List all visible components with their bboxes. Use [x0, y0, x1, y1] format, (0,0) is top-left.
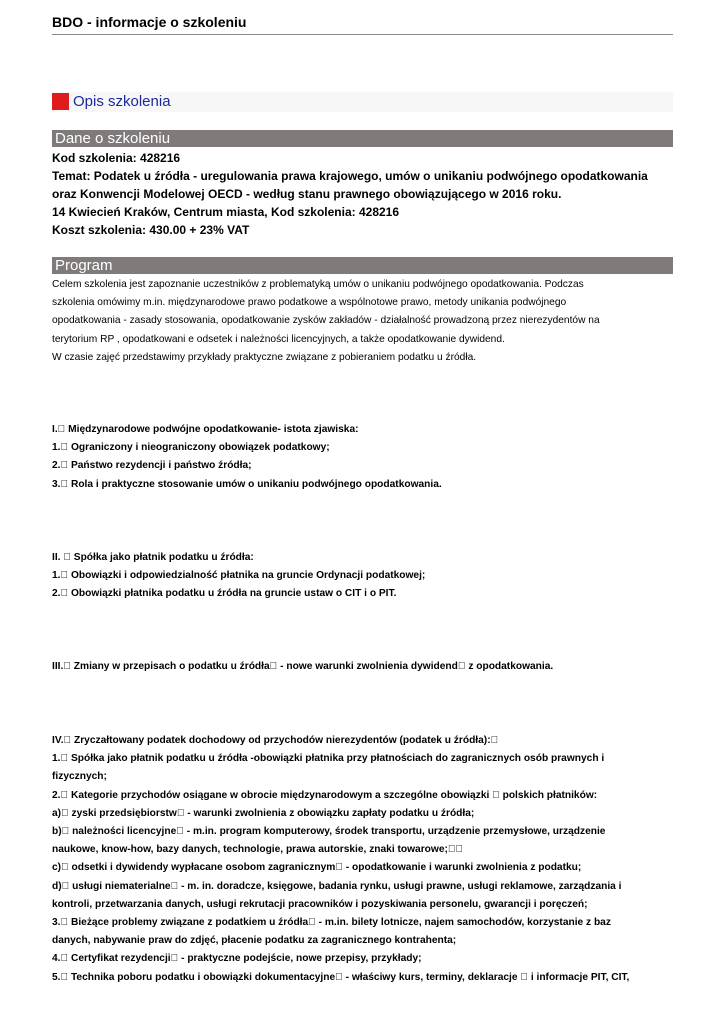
temat-line-2: oraz Konwencji Modelowej OECD - według stanu prawnego obowiązującego w 2016 roku.	[52, 187, 562, 201]
section-line: 5. Technika poboru podatku i obowiązki dokumentacyjne - właściwy kurs, terminy, deklaracje i informacje PIT, CIT,	[52, 971, 604, 983]
intro-line: Celem szkolenia jest zapoznanie uczestników z problematyką umów o unikaniu podwójnego opodatkowania. Podczas	[52, 279, 584, 290]
page-header	[52, 12, 673, 35]
program-section-2	[52, 549, 673, 604]
opis-section-header	[52, 92, 673, 112]
intro-line: W czasie zajęć przedstawimy przykłady praktyczne związane z pobieraniem podatku u źródła.	[52, 351, 477, 363]
section-line: IV. Zryczałtowany podatek dochodowy od przychodów nierezydentów (podatek u źródła):	[52, 735, 483, 746]
section-line: fizycznych;	[52, 771, 107, 783]
koszt-szkolenia: Koszt szkolenia: 430.00 + 23% VAT	[52, 223, 250, 237]
termin-miejsce: 14 Kwiecień Kraków, Centrum miasta, Kod szkolenia: 428216	[52, 205, 400, 219]
section-line: 1. Ograniczony i nieograniczony obowiązek podatkowy;	[52, 442, 323, 454]
section-line: 3. Bieżące problemy związane z podatkiem u źródła - m.in. bilety lotnicze, najem samochodów, korzystanie z baz	[52, 917, 596, 929]
program-section-1	[52, 421, 673, 494]
section-line: 2. Państwo rezydencji i państwo źródła;	[52, 460, 244, 472]
program-heading: Program	[52, 257, 673, 274]
section-line: 4. Certyfikat rezydencji - praktyczne podejście, nowe przepisy, przykłady;	[52, 953, 407, 965]
dane-block	[52, 149, 673, 239]
section-line: kontroli, przetwarzania danych, usługi rekrutacji pracowników i pozyskiwania personelu, gwarancji i poręczeń;	[52, 898, 588, 910]
section-line: a) zyski przedsiębiorstw - warunki zwolnienia z obowiązku zapłaty podatku u źródła;	[52, 807, 460, 819]
program-intro	[52, 276, 673, 367]
page-title: BDO - informacje o szkoleniu	[52, 14, 247, 30]
section-line: d) usługi niematerialne - m. in. doradcze, księgowe, badania rynku, usługi prawne, usługi reklamowe, zarządzania i	[52, 880, 607, 892]
red-square-icon	[52, 93, 69, 110]
section-line: b) należności licencyjne - m.in. program komputerowy, środek transportu, urządzenie przemysłowe, urządzenie	[52, 826, 591, 838]
section-line: 1. Obowiązki i odpowiedzialność płatnika na gruncie Ordynacji podatkowej;	[52, 570, 418, 582]
intro-line: terytorium RP , opodatkowani e odsetek i należności licencyjnych, a także opodatkowanie dywidend.	[52, 333, 505, 345]
section-line: c) odsetki i dywidendy wypłacane osobom zagranicznym - opodatkowanie i warunki zwolnienia z podatku;	[52, 862, 566, 874]
section-line: 3. Rola i praktyczne stosowanie umów o unikaniu podwójnego opodatkowania.	[52, 478, 435, 490]
section-line: danych, nabywanie praw do zdjęć, płacenie podatku za zagranicznego kontrahenta;	[52, 935, 457, 947]
program-section-3	[52, 658, 673, 676]
section-line: naukowe, know-how, bazy danych, technologie, prawa autorskie, znaki towarowe;	[52, 844, 448, 856]
dane-heading: Dane o szkoleniu	[52, 130, 673, 147]
section-line: I. Międzynarodowe podwójne opodatkowanie- istota zjawiska:	[52, 424, 351, 435]
program-section-4	[52, 732, 673, 987]
temat-line-1: Temat: Podatek u źródła - uregulowania prawa krajowego, umów o unikaniu podwójnego opodatkowania	[52, 169, 648, 183]
intro-line: opodatkowania - zasady stosowania, opodatkowanie zysków zakładów - działalność prowadzoną przez nierezydentów na	[52, 315, 600, 327]
section-line: 2. Kategorie przychodów osiągane w obrocie międzynarodowym a szczególne obowiązki polskich płatników:	[52, 789, 580, 801]
opis-label: Opis szkolenia	[73, 93, 171, 110]
kod-szkolenia: Kod szkolenia: 428216	[52, 151, 181, 165]
section-line: II. Spółka jako płatnik podatku u źródła:	[52, 552, 244, 563]
intro-line: szkolenia omówimy m.in. międzynarodowe prawo podatkowe a wspólnotowe prawo, metody unikania podwójnego	[52, 297, 567, 309]
section-line: 1. Spółka jako płatnik podatku u źródła -obowiązki płatnika przy płatnościach do zagranicznych osób prawnych i	[52, 753, 597, 765]
section-line: III. Zmiany w przepisach o podatku u źródła - nowe warunki zwolnienia dywidend z opodatkowania.	[52, 661, 531, 672]
section-line: 2. Obowiązki płatnika podatku u źródła na gruncie ustaw o CIT i o PIT.	[52, 588, 389, 600]
